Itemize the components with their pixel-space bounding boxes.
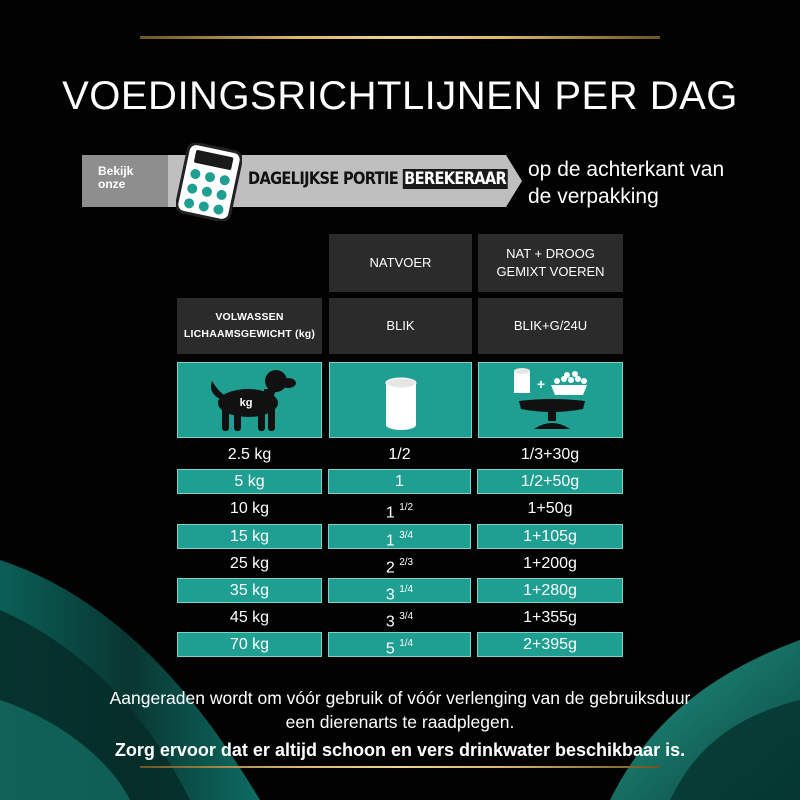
sub-header-can: [329, 298, 472, 354]
col-header-mixed-food: [478, 234, 623, 292]
body-weight-cell: 10 kg: [229, 500, 270, 518]
table-row: [177, 578, 623, 603]
can-amount-cell: [328, 496, 471, 521]
can-amount-cell: [328, 442, 471, 467]
banner-label-bold: BEREKERAAR: [404, 169, 507, 189]
mixed-amount-cell: 1+105g: [477, 524, 623, 549]
can-amount-whole: 1/2: [388, 446, 411, 463]
mixed-amount-cell: 1/2+50g: [477, 469, 623, 494]
plus-icon: +: [536, 376, 546, 392]
mixed-amount-cell: 1/3+30g: [520, 446, 580, 463]
can-amount-fraction: 1/4: [399, 584, 414, 595]
table-row: [177, 469, 623, 494]
vet-advice-text: [0, 686, 800, 734]
body-weight-cell: 5 kg: [177, 469, 322, 494]
table-row: [177, 551, 623, 576]
water-advice-text: Zorg ervoor dat er altijd schoon en vers drinkwater beschikbaar is.: [114, 740, 686, 760]
banner-see-line2: onze: [98, 177, 126, 191]
vet-advice-line1: Aangeraden wordt om vóór gebruik of vóór verlenging van de gebruiksduur: [109, 688, 691, 708]
mixed-amount-cell: 1+50g: [527, 500, 573, 518]
banner-see-line1: Bekijk: [98, 164, 134, 178]
banner-aside-line2: de verpakking: [528, 185, 659, 208]
sub-header-can-plus-grams-label: BLIK+G/24U: [513, 318, 588, 333]
can-amount-whole: 3: [385, 586, 400, 604]
can-amount-whole: 1: [385, 531, 400, 549]
can-amount-fraction: 1/2: [399, 502, 414, 514]
top-gold-divider: [140, 36, 660, 39]
can-amount-cell: [328, 551, 471, 576]
sub-header-can-label: BLIK: [386, 318, 415, 333]
vet-advice-line2: een dierenarts te raadplegen.: [285, 712, 515, 732]
can-amount-whole: 1: [385, 504, 400, 522]
col-header-wet-food: [329, 234, 472, 292]
can-amount-whole: 1: [395, 473, 404, 491]
banner-aside-line1: op de achterkant van: [528, 158, 725, 181]
mixed-amount-cell: 1+355g: [523, 609, 577, 627]
mixed-amount-cell: 1+280g: [477, 578, 623, 603]
dog-icon: [178, 363, 323, 437]
can-plus-kibble-icon-cell: [478, 362, 623, 438]
can-amount-whole: 5: [385, 640, 400, 658]
calculator-icon: [176, 143, 242, 221]
body-weight-cell: 70 kg: [177, 632, 322, 657]
can-amount-cell: [328, 578, 471, 603]
mixed-amount-cell: 2+395g: [477, 632, 623, 657]
row-header-body-weight: [177, 298, 322, 354]
mixed-amount-cell: 1+200g: [523, 554, 577, 572]
can-amount-whole: 2: [385, 559, 400, 577]
table-row: [177, 605, 623, 630]
can-icon-cell: [329, 362, 472, 438]
bottom-gold-divider: [140, 766, 660, 768]
page-title: VOEDINGSRICHTLIJNEN PER DAG: [62, 74, 738, 118]
sub-header-can-plus-grams: [478, 298, 623, 354]
col-header-wet-food-label: NATVOER: [369, 255, 432, 270]
can-amount-fraction: 2/3: [399, 556, 414, 568]
can-amount-cell: [328, 524, 471, 549]
calculator-banner: [82, 155, 522, 207]
can-amount-fraction: 3/4: [399, 611, 414, 623]
can-amount-whole: 3: [385, 613, 400, 631]
row-header-body-weight-label: VOLWASSEN LICHAAMSGEWICHT (kg): [183, 311, 316, 340]
body-weight-cell: 25 kg: [229, 554, 270, 572]
body-weight-cell: 15 kg: [177, 524, 322, 549]
table-row: [177, 632, 623, 657]
scale-icon: [479, 363, 624, 437]
banner-see-text: [98, 165, 158, 191]
table-row: [177, 442, 623, 467]
body-weight-cell: 2.5 kg: [227, 446, 272, 463]
body-weight-cell: 45 kg: [229, 609, 270, 627]
banner-label: [248, 169, 508, 189]
can-amount-cell: [328, 632, 471, 657]
banner-label-regular: DAGELIJKSE PORTIE: [248, 169, 403, 189]
can-amount-cell: [328, 469, 471, 494]
table-row: [177, 524, 623, 549]
dog-icon-kg-label: kg: [239, 397, 253, 409]
banner-aside-text: [528, 156, 724, 210]
can-icon: [330, 363, 473, 437]
body-weight-cell: 35 kg: [177, 578, 322, 603]
can-amount-fraction: 3/4: [399, 529, 414, 541]
col-header-mixed-food-label: NAT + DROOG GEMIXT VOEREN: [496, 246, 605, 279]
dog-weight-icon-cell: [177, 362, 322, 438]
can-amount-fraction: 1/4: [399, 638, 414, 650]
table-row: [177, 496, 623, 521]
can-amount-cell: [328, 605, 471, 630]
